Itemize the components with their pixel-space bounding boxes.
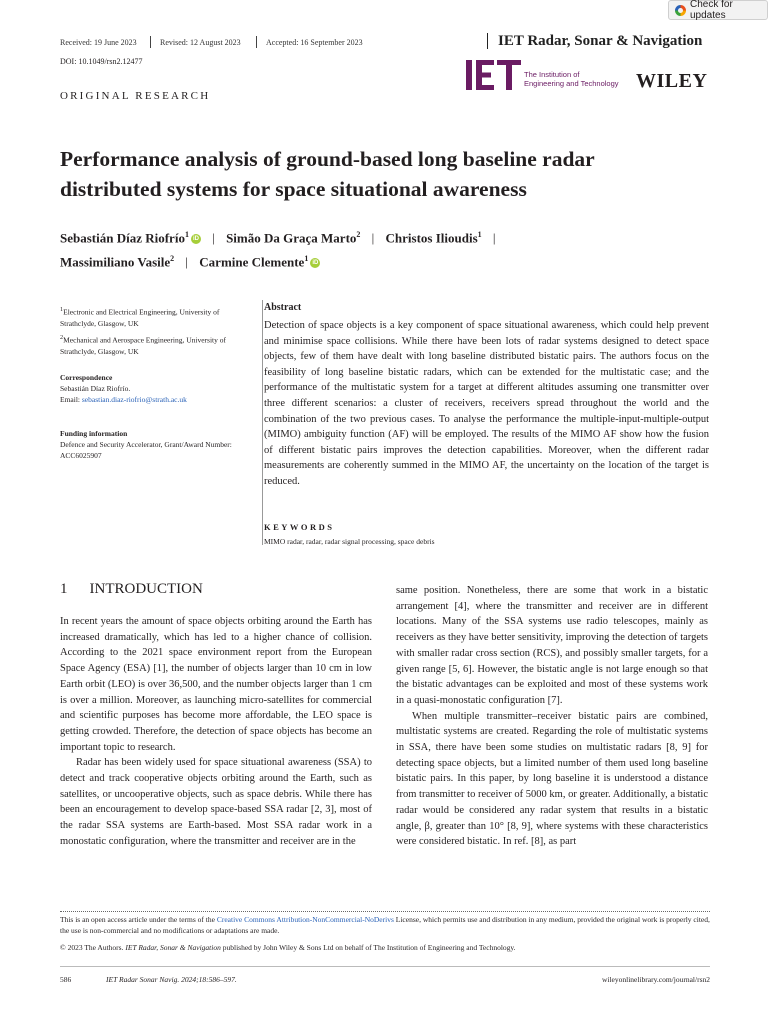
article-title: Performance analysis of ground-based long baseline radar distributed systems for space situational awareness	[60, 147, 595, 201]
page-number: 586	[60, 975, 72, 984]
received-date: Received: 19 June 2023	[60, 38, 137, 47]
keywords-heading: KEYWORDS	[264, 522, 335, 532]
correspondence-heading: Correspondence	[60, 373, 113, 382]
copyright-note	[60, 942, 712, 953]
author-affiliation-number: 2	[170, 254, 175, 263]
author-separator: |	[371, 230, 375, 246]
funding-text: Defence and Security Accelerator, Grant/Award Number: ACC6025907	[60, 440, 232, 460]
check-for-updates-label: Check for updates	[690, 0, 733, 21]
page-rule	[60, 966, 710, 967]
copyright-text: published by John Wiley & Sons Ltd on behalf of The Institution of Engineering and Technology.	[222, 943, 516, 952]
affiliation-text: Mechanical and Aerospace Engineering, University of Strathclyde, Glasgow, UK	[60, 335, 226, 356]
paragraph: When multiple transmitter–receiver bistatic pairs are combined, multistatic systems are created. Regarding the role of multistatic systems in SSA, there have been some studies on multistatic radars [8, 9] for detecting space objects, but a limited number of them used long baseline bistatic pairs. In this paper, by long baseline it is understood a distance from transmitter to receiver of 5000 km, or greater. Additionally, a bistatic radar would be considered any radar system that results in a bistatic angle, β, greater than 10° [8, 9], where systems with these characteristics were considered bistatic. In ref. [8], as part	[396, 710, 708, 848]
abstract-rule	[262, 300, 263, 545]
footnote-rule	[60, 911, 710, 912]
orcid-icon[interactable]: iD	[312, 260, 319, 267]
affiliation-number: 1	[60, 306, 64, 313]
license-text: License, which permits use and distribution in any medium, provided the original work is properly cited, the use is non-commercial and no modifications or adaptations are made.	[60, 915, 710, 935]
author-affiliation-number: 1	[304, 254, 309, 263]
right-column	[396, 583, 708, 850]
email-link[interactable]: sebastian.diaz-riofrio@strath.ac.uk	[81, 395, 187, 404]
copyright-journal: IET Radar, Sonar & Navigation	[125, 943, 221, 952]
left-column	[60, 614, 372, 850]
affiliation-number: 2	[60, 334, 64, 341]
paragraph: Radar has been widely used for space situational awareness (SSA) to detect and track cooperative objects orbiting around the Earth, such as satellites, or uncooperative objects, such as space debris. While there has been an encouragement to develop space-based SSA radar [2, 3], most of the radar SSA systems are Earth-based. Most SSA radar work in a monostatic configuration, where the transmitter and receiver are in the	[60, 757, 372, 847]
paragraph: same position. Nonetheless, there are some that work in a bistatic arrangement [4], where the transmitter and receiver are in different locations. Many of the SSA systems use radio telescopes, mainly as receivers as they have better sensitivity, improving the detection of targets with smaller radar cross section (RCS), and possibly smaller targets, for a given range [5, 6]. However, the bistatic angle is not large enough so that the bistatic advantages can be exploited and most of these systems work in a quasi-monostatic configuration [7].	[396, 585, 708, 706]
section-number: 1	[60, 581, 68, 597]
author-name[interactable]: Christos Ilioudis	[385, 230, 478, 246]
header-divider	[256, 36, 257, 48]
author-separator: |	[212, 230, 215, 246]
correspondence-name: Sebastián Díaz Riofrío.	[60, 384, 131, 393]
keywords-text: MIMO radar, radar, radar signal processing, space debris	[264, 537, 435, 546]
author-name[interactable]: Carmine Clemente	[199, 254, 305, 270]
copyright-text: © 2023 The Authors.	[60, 943, 124, 952]
abstract-heading: Abstract	[264, 302, 302, 313]
section-heading	[60, 581, 203, 598]
license-text: This is an open access article under the terms of the	[60, 915, 215, 924]
header-divider	[150, 36, 151, 48]
author-affiliation-number: 1	[477, 230, 482, 239]
revised-date: Revised: 12 August 2023	[160, 38, 241, 47]
iet-name	[524, 70, 619, 88]
wiley-logo: WILEY	[636, 70, 708, 92]
affiliation-1	[60, 304, 255, 329]
correspondence	[60, 372, 255, 405]
citation: IET Radar Sonar Navig. 2024;18:586–597.	[106, 975, 237, 984]
crossmark-icon	[675, 5, 686, 16]
paragraph: In recent years the amount of space objects orbiting around the Earth has increased dramatically, which has led to a higher chance of collision. According to the 2021 space environment report from the European Space Agency (ESA) [1], the number of objects larger than 10 cm in low Earth orbit (LEO) is over 36,500, and the number objects larger than 1 cm is over a million. Moreover, as launching micro-satellites for commercial and scientific purposes has become more affordable, the LEO space is getting crowded. Therefore, the detection of space objects has become an important topic to research.	[60, 616, 372, 753]
funding	[60, 428, 255, 461]
affiliation-2	[60, 332, 255, 357]
author-name[interactable]: Sebastián Díaz Riofrío	[60, 230, 185, 246]
abstract-text: Detection of space objects is a key component of space situational awareness, which could help prevent and minimise space collisions. While there have been lots of radar systems designed to detect space objects, few of them have dealt with long baseline distributed bistatic pairs. The authors focus on the feasibility of long baseline bistatic radars, which can be extended for the multistatic case; and the performance of the multistatic system for a target at different altitudes assuming one transmitter over three different scenarios: a cluster of receivers, receivers spread throughout the world and the combination of the two previous cases. To analyse the performance the multiple-input-multiple-output (MIMO) ambiguity function (AF) will be employed. The results of the MIMO AF show how the fusion of different bistatic pairs improves the detection capabilities. Moreover, when the different radar measurements are coherently summed in the MIMO AF, the uncertainty on the location of the target is reduced.	[264, 320, 709, 487]
email-label: Email:	[60, 395, 80, 404]
orcid-icon[interactable]: iD	[192, 236, 199, 243]
author-line-2	[60, 254, 320, 270]
funding-heading: Funding information	[60, 429, 128, 438]
author-name[interactable]: Simão Da Graça Marto	[226, 230, 357, 246]
license-link[interactable]: Creative Commons Attribution-NonCommercial-NoDerivs	[216, 915, 394, 924]
accepted-date: Accepted: 16 September 2023	[266, 38, 363, 47]
author-line-1	[60, 230, 504, 246]
section-label: ORIGINAL RESEARCH	[60, 90, 211, 102]
author-separator: |	[185, 254, 189, 270]
iet-name-line2: Engineering and Technology	[524, 79, 619, 88]
license-note	[60, 914, 712, 936]
journal-name: IET Radar, Sonar & Navigation	[498, 33, 703, 49]
iet-name-line1: The Institution of	[524, 70, 580, 79]
iet-logo	[466, 60, 522, 94]
author-separator: |	[492, 230, 496, 246]
affiliation-text: Electronic and Electrical Engineering, University of Strathclyde, Glasgow, UK	[60, 307, 220, 328]
author-name[interactable]: Massimiliano Vasile	[60, 254, 171, 270]
author-affiliation-number: 1	[184, 230, 189, 239]
journal-divider	[487, 33, 488, 49]
check-for-updates-button[interactable]	[668, 0, 768, 20]
journal-url[interactable]: wileyonlinelibrary.com/journal/rsn2	[601, 975, 710, 984]
doi[interactable]: DOI: 10.1049/rsn2.12477	[60, 57, 143, 66]
author-affiliation-number: 2	[356, 230, 361, 239]
section-title: INTRODUCTION	[89, 581, 203, 597]
